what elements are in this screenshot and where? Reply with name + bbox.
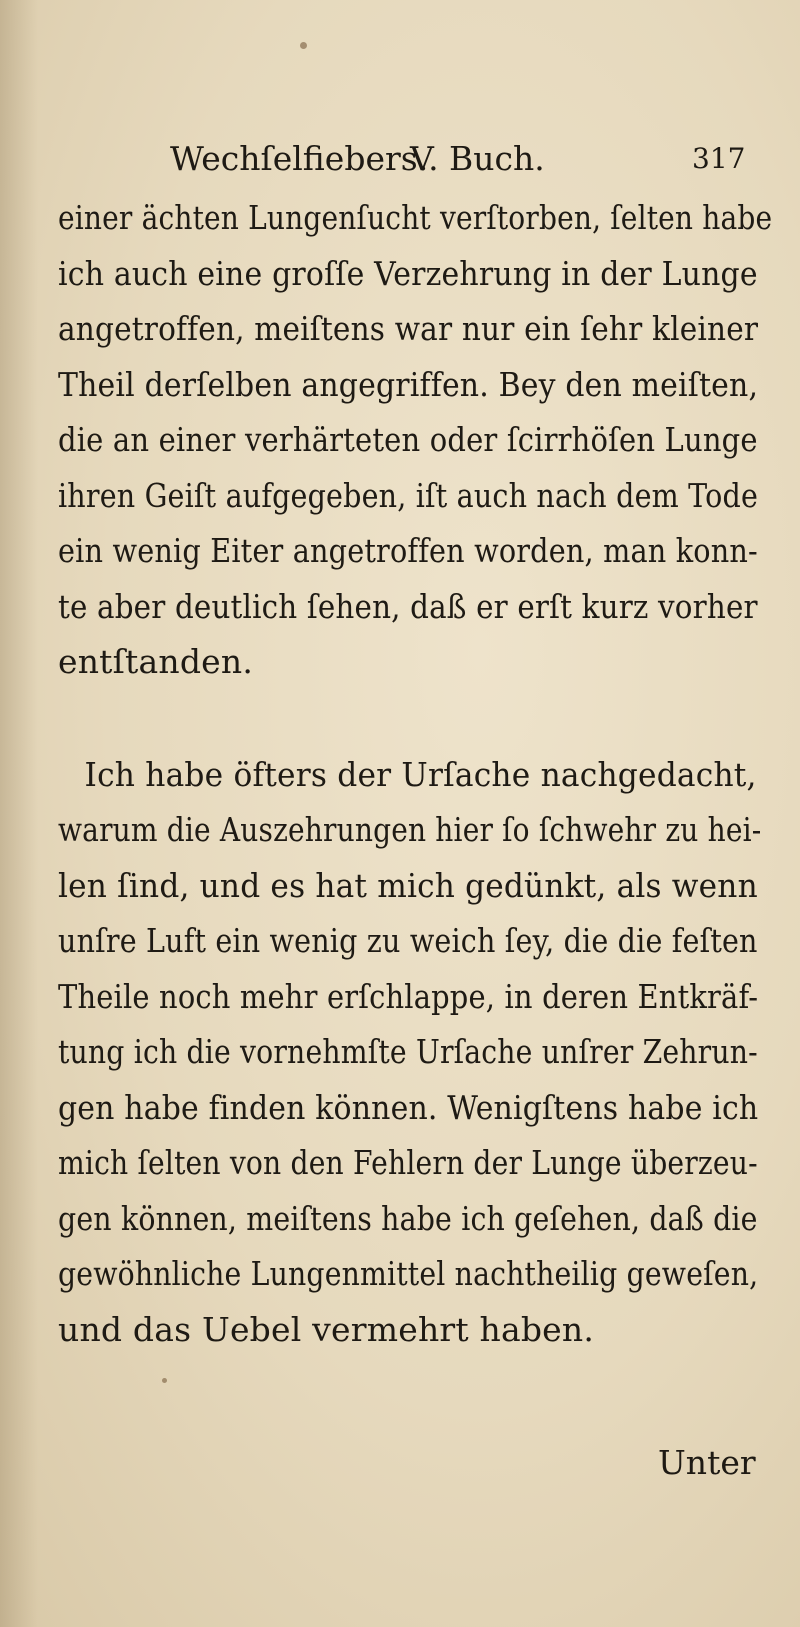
page-number: 317 bbox=[692, 142, 746, 175]
paragraph bbox=[58, 190, 773, 690]
paragraph bbox=[58, 747, 762, 1358]
paragraph-gap bbox=[58, 690, 758, 747]
text-line: und das Uebel vermehrt haben. bbox=[58, 1309, 595, 1349]
text-line: einer ächten Lungenſucht verſtorben, ſelten habe bbox=[58, 198, 773, 237]
text-line: angetroffen, meiſtens war nur ein ſehr kleiner bbox=[58, 309, 759, 348]
text-line: gewöhnliche Lungenmittel nachtheilig geweſen, bbox=[58, 1254, 759, 1293]
text-line: ich auch eine groſſe Verzehrung in der Lunge bbox=[58, 253, 758, 293]
running-head-title: Wechſelfiebers. bbox=[170, 139, 429, 178]
text-line: tung ich die vornehmſte Urſache unſrer Zehrun- bbox=[58, 1032, 758, 1071]
text-line: die an einer verhärteten oder ſcirrhöſen Lunge bbox=[58, 420, 758, 459]
running-head-book: V. Buch. bbox=[410, 139, 545, 178]
text-line: Ich habe öfters der Urſache nachgedacht, bbox=[84, 754, 757, 794]
text-line: Theile noch mehr erſchlappe, in deren Entkräf- bbox=[58, 976, 759, 1016]
body-text bbox=[58, 190, 773, 1357]
text-line: ihren Geiſt aufgegeben, iſt auch nach dem Tode bbox=[58, 475, 759, 515]
catchword: Unter bbox=[658, 1443, 756, 1482]
running-head bbox=[170, 136, 746, 182]
text-line: te aber deutlich ſehen, daß er erſt kurz vorher bbox=[58, 586, 758, 626]
text-line: ein wenig Eiter angetroffen worden, man konn- bbox=[58, 531, 758, 570]
text-line: entſtanden. bbox=[58, 642, 254, 681]
text-line: Theil derſelben angegriffen. Bey den meiſten, bbox=[58, 364, 759, 404]
text-line: warum die Auszehrungen hier ſo ſchwehr zu hei- bbox=[58, 810, 762, 849]
text-line: mich ſelten von den Fehlern der Lunge überzeu- bbox=[58, 1143, 758, 1182]
ink-spot bbox=[162, 1378, 167, 1383]
text-line: gen können, meiſtens habe ich geſehen, daß die bbox=[58, 1198, 758, 1238]
text-line: unſre Luft ein wenig zu weich ſey, die die feſten bbox=[58, 921, 758, 960]
text-line: gen habe finden können. Wenigſtens habe ich bbox=[58, 1087, 759, 1127]
text-line: len ſind, und es hat mich gedünkt, als wenn bbox=[58, 865, 758, 905]
ink-spot bbox=[300, 42, 307, 49]
